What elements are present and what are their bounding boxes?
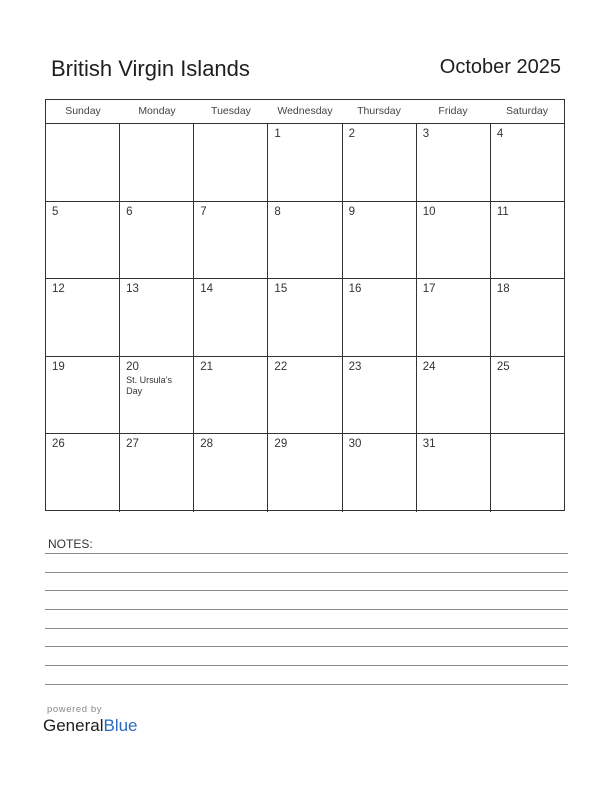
day-cell xyxy=(417,279,491,356)
dow-friday: Friday xyxy=(438,105,468,117)
week-row-3 xyxy=(46,279,564,357)
day-cell xyxy=(268,357,342,434)
day-cell xyxy=(343,434,417,512)
day-number: 7 xyxy=(200,205,207,218)
day-cell xyxy=(120,124,194,201)
day-cell xyxy=(120,202,194,279)
day-cell xyxy=(268,279,342,356)
day-number: 19 xyxy=(52,360,65,373)
day-cell xyxy=(194,124,268,201)
dow-wednesday: Wednesday xyxy=(277,105,333,117)
holiday-label: St. Ursula’s Day xyxy=(126,374,172,396)
day-number: 22 xyxy=(274,360,288,373)
generalblue-logo[interactable] xyxy=(43,716,138,736)
day-cell xyxy=(46,202,120,279)
day-cell xyxy=(194,279,268,356)
note-line xyxy=(45,590,568,591)
dow-saturday: Saturday xyxy=(505,105,549,117)
day-number: 8 xyxy=(274,205,281,218)
day-cell xyxy=(46,434,120,512)
day-number: 21 xyxy=(200,360,214,373)
day-cell xyxy=(120,279,194,356)
day-number: 3 xyxy=(422,128,430,140)
day-cell xyxy=(491,357,564,434)
day-cell xyxy=(491,279,564,356)
week-row-2 xyxy=(46,202,564,280)
day-number: 1 xyxy=(274,128,281,140)
day-cell xyxy=(268,434,342,512)
day-number: 20 xyxy=(126,360,139,373)
day-cell xyxy=(491,124,564,201)
brand-general: General xyxy=(43,716,104,735)
day-cell xyxy=(46,124,120,201)
day-cell xyxy=(194,434,268,512)
day-cell xyxy=(194,202,268,279)
dow-thursday: Thursday xyxy=(357,105,401,117)
notes-label: NOTES: xyxy=(48,537,93,551)
day-cell xyxy=(417,434,491,512)
day-of-week-header xyxy=(46,100,564,124)
day-cell xyxy=(343,124,417,201)
day-number: 29 xyxy=(274,438,288,451)
note-line xyxy=(45,665,568,666)
day-number: 5 xyxy=(52,205,59,218)
day-number: 25 xyxy=(496,360,510,373)
country-title: British Virgin Islands xyxy=(51,56,250,81)
day-number: 18 xyxy=(496,283,510,296)
day-cell xyxy=(120,434,194,512)
brand-blue: Blue xyxy=(103,716,138,735)
day-cell xyxy=(343,279,417,356)
week-row-1 xyxy=(46,124,564,202)
day-cell xyxy=(120,357,194,434)
day-number: 16 xyxy=(348,283,362,296)
note-line xyxy=(45,572,568,573)
day-cell xyxy=(417,357,491,434)
day-number: 4 xyxy=(496,128,504,140)
day-number: 2 xyxy=(348,128,355,140)
day-number: 6 xyxy=(126,205,133,218)
day-number: 24 xyxy=(422,360,436,373)
note-line xyxy=(45,628,568,629)
day-number: 30 xyxy=(348,438,362,451)
day-cell xyxy=(417,202,491,279)
day-number: 17 xyxy=(422,283,436,296)
day-number: 15 xyxy=(274,283,288,296)
week-row-5 xyxy=(46,434,564,512)
day-number: 12 xyxy=(52,283,65,296)
day-number: 27 xyxy=(126,438,139,451)
note-line xyxy=(45,609,568,610)
day-cell xyxy=(46,357,120,434)
week-row-4 xyxy=(46,357,564,435)
dow-tuesday: Tuesday xyxy=(211,105,251,117)
day-cell xyxy=(343,357,417,434)
day-number: 31 xyxy=(422,438,436,451)
day-cell xyxy=(417,124,491,201)
day-cell xyxy=(491,202,564,279)
powered-by-text: powered by xyxy=(47,704,103,715)
day-number: 11 xyxy=(496,205,509,218)
dow-sunday: Sunday xyxy=(65,105,101,117)
day-number: 26 xyxy=(52,438,65,451)
calendar-grid xyxy=(45,99,565,511)
day-number: 9 xyxy=(348,205,355,218)
day-number: 10 xyxy=(422,205,436,218)
day-number: 14 xyxy=(200,283,214,296)
day-number: 28 xyxy=(200,438,214,451)
dow-monday: Monday xyxy=(138,105,176,117)
day-number: 23 xyxy=(348,360,362,373)
day-cell xyxy=(491,434,564,512)
month-year-title: October 2025 xyxy=(439,56,561,78)
day-cell xyxy=(46,279,120,356)
day-cell xyxy=(343,202,417,279)
note-line xyxy=(45,553,568,554)
day-number: 13 xyxy=(126,283,139,296)
day-cell xyxy=(268,202,342,279)
day-cell xyxy=(194,357,268,434)
day-cell xyxy=(268,124,342,201)
note-line xyxy=(45,684,568,685)
note-line xyxy=(45,646,568,647)
